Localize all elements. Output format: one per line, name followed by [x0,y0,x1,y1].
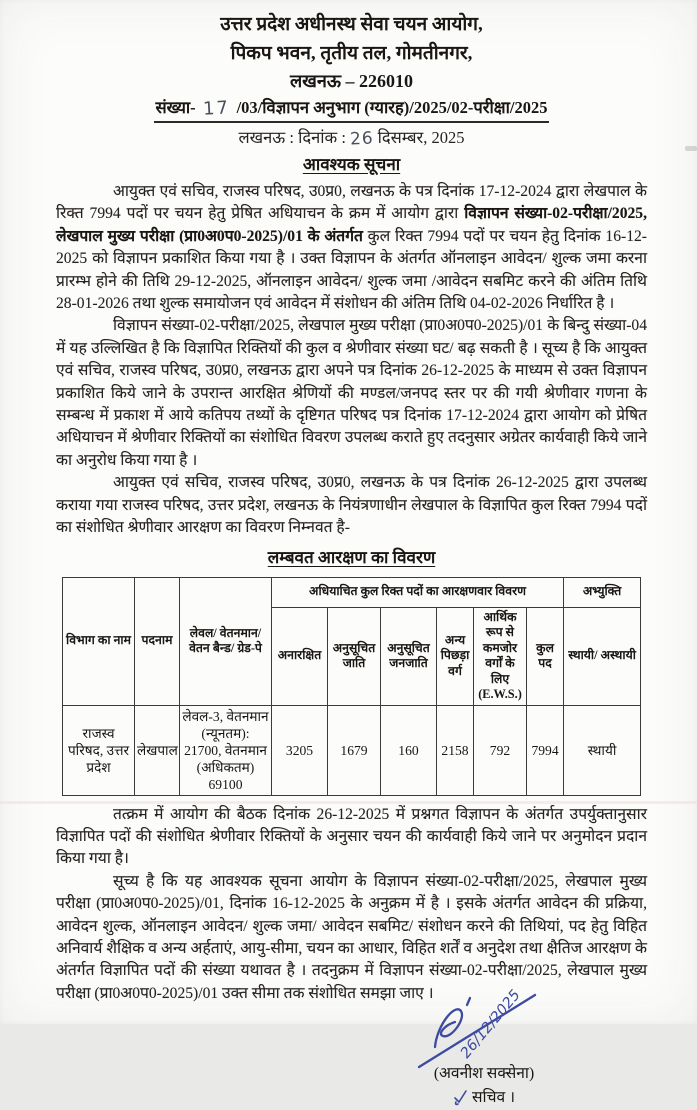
handwritten-ref-number: 17 [202,97,231,120]
col-header-paylevel: लेवल/ वेतनमान/ वेतन बैन्ड/ ग्रेड-पे [180,577,272,705]
sub-header-st: अनुसूचित जनजाति [381,607,437,705]
sub-header-unreserved: अनारक्षित [272,607,328,705]
sub-header-obc: अन्य पिछड़ा वर्ग [437,607,474,705]
reference-prefix: संख्या- [155,98,196,117]
sub-header-ews: आर्थिक रूप से कमजोर वर्गों के लिए (E.W.S.) [474,607,527,705]
cell-sc: 1679 [328,705,381,795]
notice-title: आवश्यक सूचना [302,155,401,174]
cell-obc: 2158 [437,705,474,795]
signature-flourish [435,1009,462,1047]
paragraph-4: तत्क्रम में आयोग की बैठक दिनांक 26-12-2025 में प्रश्नगत विज्ञापन के अंतर्गत उपर्युक्तानुसार विज्ञापित पदों की संशोधित श्रेणीवार रिक्तियों के अनुसार चयन की कार्यवाही किये जाने पर अनुमोदन प्रदान किया गया है। [56,805,647,868]
letterhead [56,10,647,177]
paragraph-2: विज्ञापन संख्या-02-परीक्षा/2025, लेखपाल मुख्य परीक्षा (प्रा0अ0प0-2025)/01 के बिन्दु संख्या-04 में यह उल्लिखित है कि विज्ञापित रिक्तियों की कुल व श्रेणीवार संख्या घट/ बढ़ सकती है । सूच्य है कि आयुक्त एवं सचिव, राजस्व परिषद, उ0प्र0, लखनऊ द्वारा अपने पत्र दिनांक 26-12-2025 के माध्यम से उक्त विज्ञापन प्रकाशित किये जाने के उपरान्त आरक्षित श्रेणियों की मण्डल/जनपद स्तर पर की गयी श्रेणीवार गणना के सम्बन्ध में प्रकाश में आये कतिपय तथ्यों के दृष्टिगत परिषद पत्र दिनांक 17-12-2024 द्वारा आयोग को प्रेषित अधियाचन में श्रेणीवार रिक्तियों का संशोधित विवरण उपलब्ध कराते हुए तदनुसार अग्रेतर कार्यवाही किये जाने का अनुरोध किया गया है । [56,317,647,469]
date-rest: दिसम्बर, 2025 [377,128,465,147]
cell-post: लेखपाल [135,705,180,795]
signature-block [377,989,591,1110]
cell-remark: स्थायी [564,705,641,795]
col-header-department: विभाग का नाम [63,577,135,705]
sub-header-total: कुल पद [527,607,564,705]
sub-header-permanent-temporary: स्थायी/ अस्थायी [564,607,641,705]
org-city-pincode: लखनऊ – 226010 [289,71,414,91]
handwritten-day: 26 [349,128,375,150]
cell-st: 160 [381,705,437,795]
reservation-table [62,577,641,796]
col-header-remark: अभ्युक्ति [564,577,641,607]
reference-rest: /03/विज्ञापन अनुभाग (ग्यारह)/2025/02-परीक्षा/2025 [236,98,548,117]
paragraph-1 [56,181,647,315]
signature-date-handwritten: 26/12/2025 [457,987,524,1062]
sub-header-sc: अनुसूचित जाति [328,607,381,705]
paragraph-1-text: आयुक्त एवं सचिव, राजस्व परिषद, उ0प्र0, लखनऊ के पत्र दिनांक 17-12-2024 द्वारा लेखपाल के रिक्त 7994 पदों पर चयन हेतु प्रेषित अधियाचन के क्रम में आयोग द्वारा [56,183,647,223]
scan-edge-smudge [685,146,697,151]
cell-department: राजस्व परिषद, उत्तर प्रदेश [63,705,135,795]
signatory-title-text: सचिव । [472,1089,515,1107]
org-address-line: पिकप भवन, तृतीय तल, गोमतीनगर, [230,43,473,64]
reference-number-line [154,96,550,123]
paragraph-1-text-cont: कुल रिक्त 7994 पदों पर चयन हेतु दिनांक 16-12-2025 को विज्ञापन प्रकाशित किया गया है । उक्त विज्ञापन के अंतर्गत ऑनलाइन आवेदन/ शुल्क जमा करना प्रारम्भ होने की तिथि 29-12-2025, ऑनलाइन आवेदन/ शुल्क जमा /आवेदन सबमिट करने की अंतिम तिथि 28-01-2026 तथा शुल्क समायोजन एवं आवेदन में संशोधन की अंतिम तिथि 04-02-2026 निर्धारित है । [56,227,647,313]
cell-unreserved: 3205 [272,705,328,795]
org-name-line: उत्तर प्रदेश अधीनस्थ सेवा चयन आयोग, [220,14,483,35]
table-row [63,705,641,795]
signature-accent [467,998,470,1005]
cell-total: 7994 [527,705,564,795]
tick-icon [453,1089,468,1106]
cell-paylevel: लेवल-3, वेतनमान (न्यूनतम): 21700, वेतनमान (अधिकतम) 69100 [180,705,272,795]
signatory-title [377,1085,591,1110]
signatory-name: (अवनीश सक्सेना) [433,1065,535,1083]
signature-icon [381,989,587,1069]
col-header-post: पदनाम [135,577,180,705]
paragraph-3: आयुक्त एवं सचिव, राजस्व परिषद, उ0प्र0, लखनऊ के पत्र दिनांक 26-12-2025 द्वारा उपलब्ध कराया गया राजस्व परिषद, उत्तर प्रदेश, लखनऊ के नियंत्रणाधीन लेखपाल के विज्ञापित कुल रिक्त 7994 पदों का संशोधित श्रेणीवार आरक्षण का विवरण निम्नवत है- [56,474,647,537]
span-header-reservation-detail: अधियाचित कुल रिक्त पदों का आरक्षणवार विवरण [272,577,564,607]
paragraph-1-bold-advert-ref: विज्ञापन संख्या-02-परीक्षा/2025, लेखपाल मुख्य परीक्षा (प्रा0अ0प0-2025)/01 के अंतर्गत [56,205,648,245]
date-prefix: लखनऊ : दिनांक : [238,128,346,147]
paragraph-5: सूच्य है कि यह आवश्यक सूचना आयोग के विज्ञापन संख्या-02-परीक्षा/2025, लेखपाल मुख्य परीक्षा (प्रा0अ0प0-2025)/01, दिनांक 16-12-2025 के अनुक्रम में है । इसके अंतर्गत आवेदन की प्रक्रिया, आवेदन शुल्क, ऑनलाइन आवेदन/ शुल्क जमा/ आवेदन सबमिट/ संशोधन करने की तिथियां, पद हेतु विहित अनिवार्य शैक्षिक व अन्य अर्हताएं, आयु-सीमा, चयन का आधार, विहित शर्तें व अनुदेश तथा क्षैतिज आरक्षण के अंतर्गत विज्ञापित पदों की संख्या यथावत है । तदनुक्रम में विज्ञापन संख्या-02-परीक्षा/2025, लेखपाल मुख्य परीक्षा (प्रा0अ0प0-2025)/01 उक्त सीमा तक संशोधित समझा जाए । [56,872,647,1002]
table-title: लम्बवत आरक्षण का विवरण [267,547,436,567]
cell-ews: 792 [474,705,527,795]
date-line [56,125,647,151]
